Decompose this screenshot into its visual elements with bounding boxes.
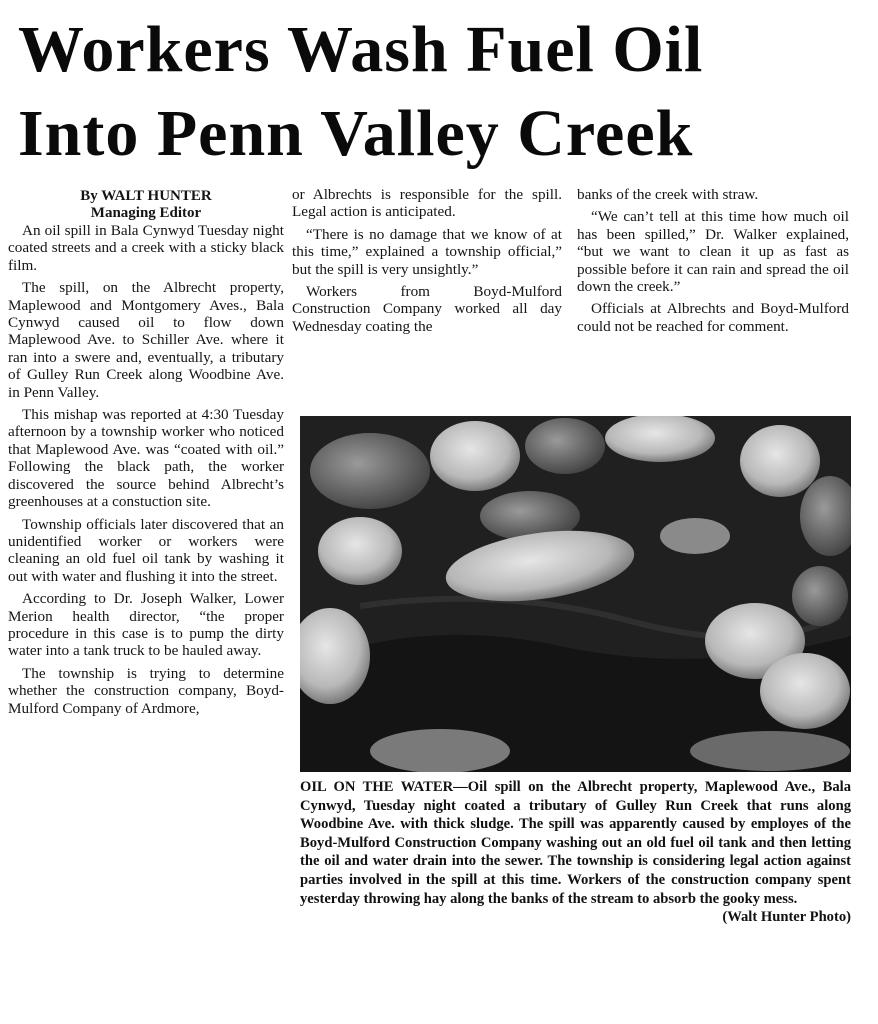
paragraph: Township officials later discovered that an unidentified worker or workers were cleaning an old fuel oil tank by washing it out with water and flushing it into the street.	[8, 515, 284, 585]
paragraph: An oil spill in Bala Cynwyd Tuesday night coated streets and a creek with a sticky black film.	[8, 222, 284, 274]
headline-line-2: Into Penn Valley Creek	[18, 97, 694, 170]
paragraph: This mishap was reported at 4:30 Tuesday afternoon by a township worker who noticed that Maplewood Ave. was “coated with oil.” Following the black path, the worker discovered the source behind Albrecht’s greenhouses at a constuction site.	[8, 406, 284, 511]
caption-text: —Oil spill on the Albrecht property, Maplewood Ave., Bala Cynwyd, Tuesday night coated a tributary of Gulley Run Creek that runs along Woodbine Ave. with thick sludge. The spill was apparently caused by employes of the Boyd-Mulford Construction Company washing out an old fuel oil tank and then letting the oil and water drain into the sewer. The township is considering legal action against parties involved in the spill at this time. Workers of the construction company spent yesterday throwing hay along the banks of the stream to absorb the gooky mess.	[300, 779, 851, 907]
caption-lead: OIL ON THE WATER	[300, 779, 454, 795]
paragraph: Officials at Albrechts and Boyd-Mulford could not be reached for comment.	[577, 300, 849, 335]
photo-caption	[300, 778, 851, 927]
paragraph: According to Dr. Joseph Walker, Lower Merion health director, “the proper procedure in this case is to pump the dirty water into a tank truck to be hauled away.	[8, 590, 284, 660]
paragraph: The township is trying to determine whether the construction company, Boyd-Mulford Company of Ardmore,	[8, 664, 284, 717]
byline-author: By WALT HUNTER	[80, 188, 212, 204]
creek-photo-image	[300, 416, 851, 772]
article-column-1	[8, 188, 284, 722]
creek-photo	[300, 416, 851, 772]
article-column-3	[577, 186, 849, 340]
article-column-2	[292, 186, 562, 340]
paragraph: or Albrechts is responsible for the spill. Legal action is anticipated.	[292, 186, 562, 221]
headline-line-1: Workers Wash Fuel Oil	[18, 13, 704, 86]
byline-role: Managing Editor	[90, 205, 202, 221]
paragraph: “We can’t tell at this time how much oil has been spilled,” Dr. Walker explained, “but we want to clean it up as fast as possible before it can rain and spread the oil down the creek.”	[577, 208, 849, 296]
byline	[8, 188, 284, 222]
paragraph: banks of the creek with straw.	[577, 186, 759, 203]
paragraph: The spill, on the Albrecht property, Maplewood and Montgomery Aves., Bala Cynwyd caused oil to flow down Maplewood Ave. to Schiller Ave. where it ran into a swere and, eventually, a tributary of Gulley Run Creek along Woodbine Ave. in Penn Valley.	[8, 279, 284, 401]
paragraph: “There is no damage that we know of at this time,” explained a township official,” but the spill is very unsightly.”	[292, 225, 562, 278]
photo-credit: (Walt Hunter Photo)	[722, 909, 851, 926]
paragraph: Workers from Boyd-Mulford Construction Company worked all day Wednesday coating the	[292, 283, 562, 335]
headline	[18, 8, 863, 176]
